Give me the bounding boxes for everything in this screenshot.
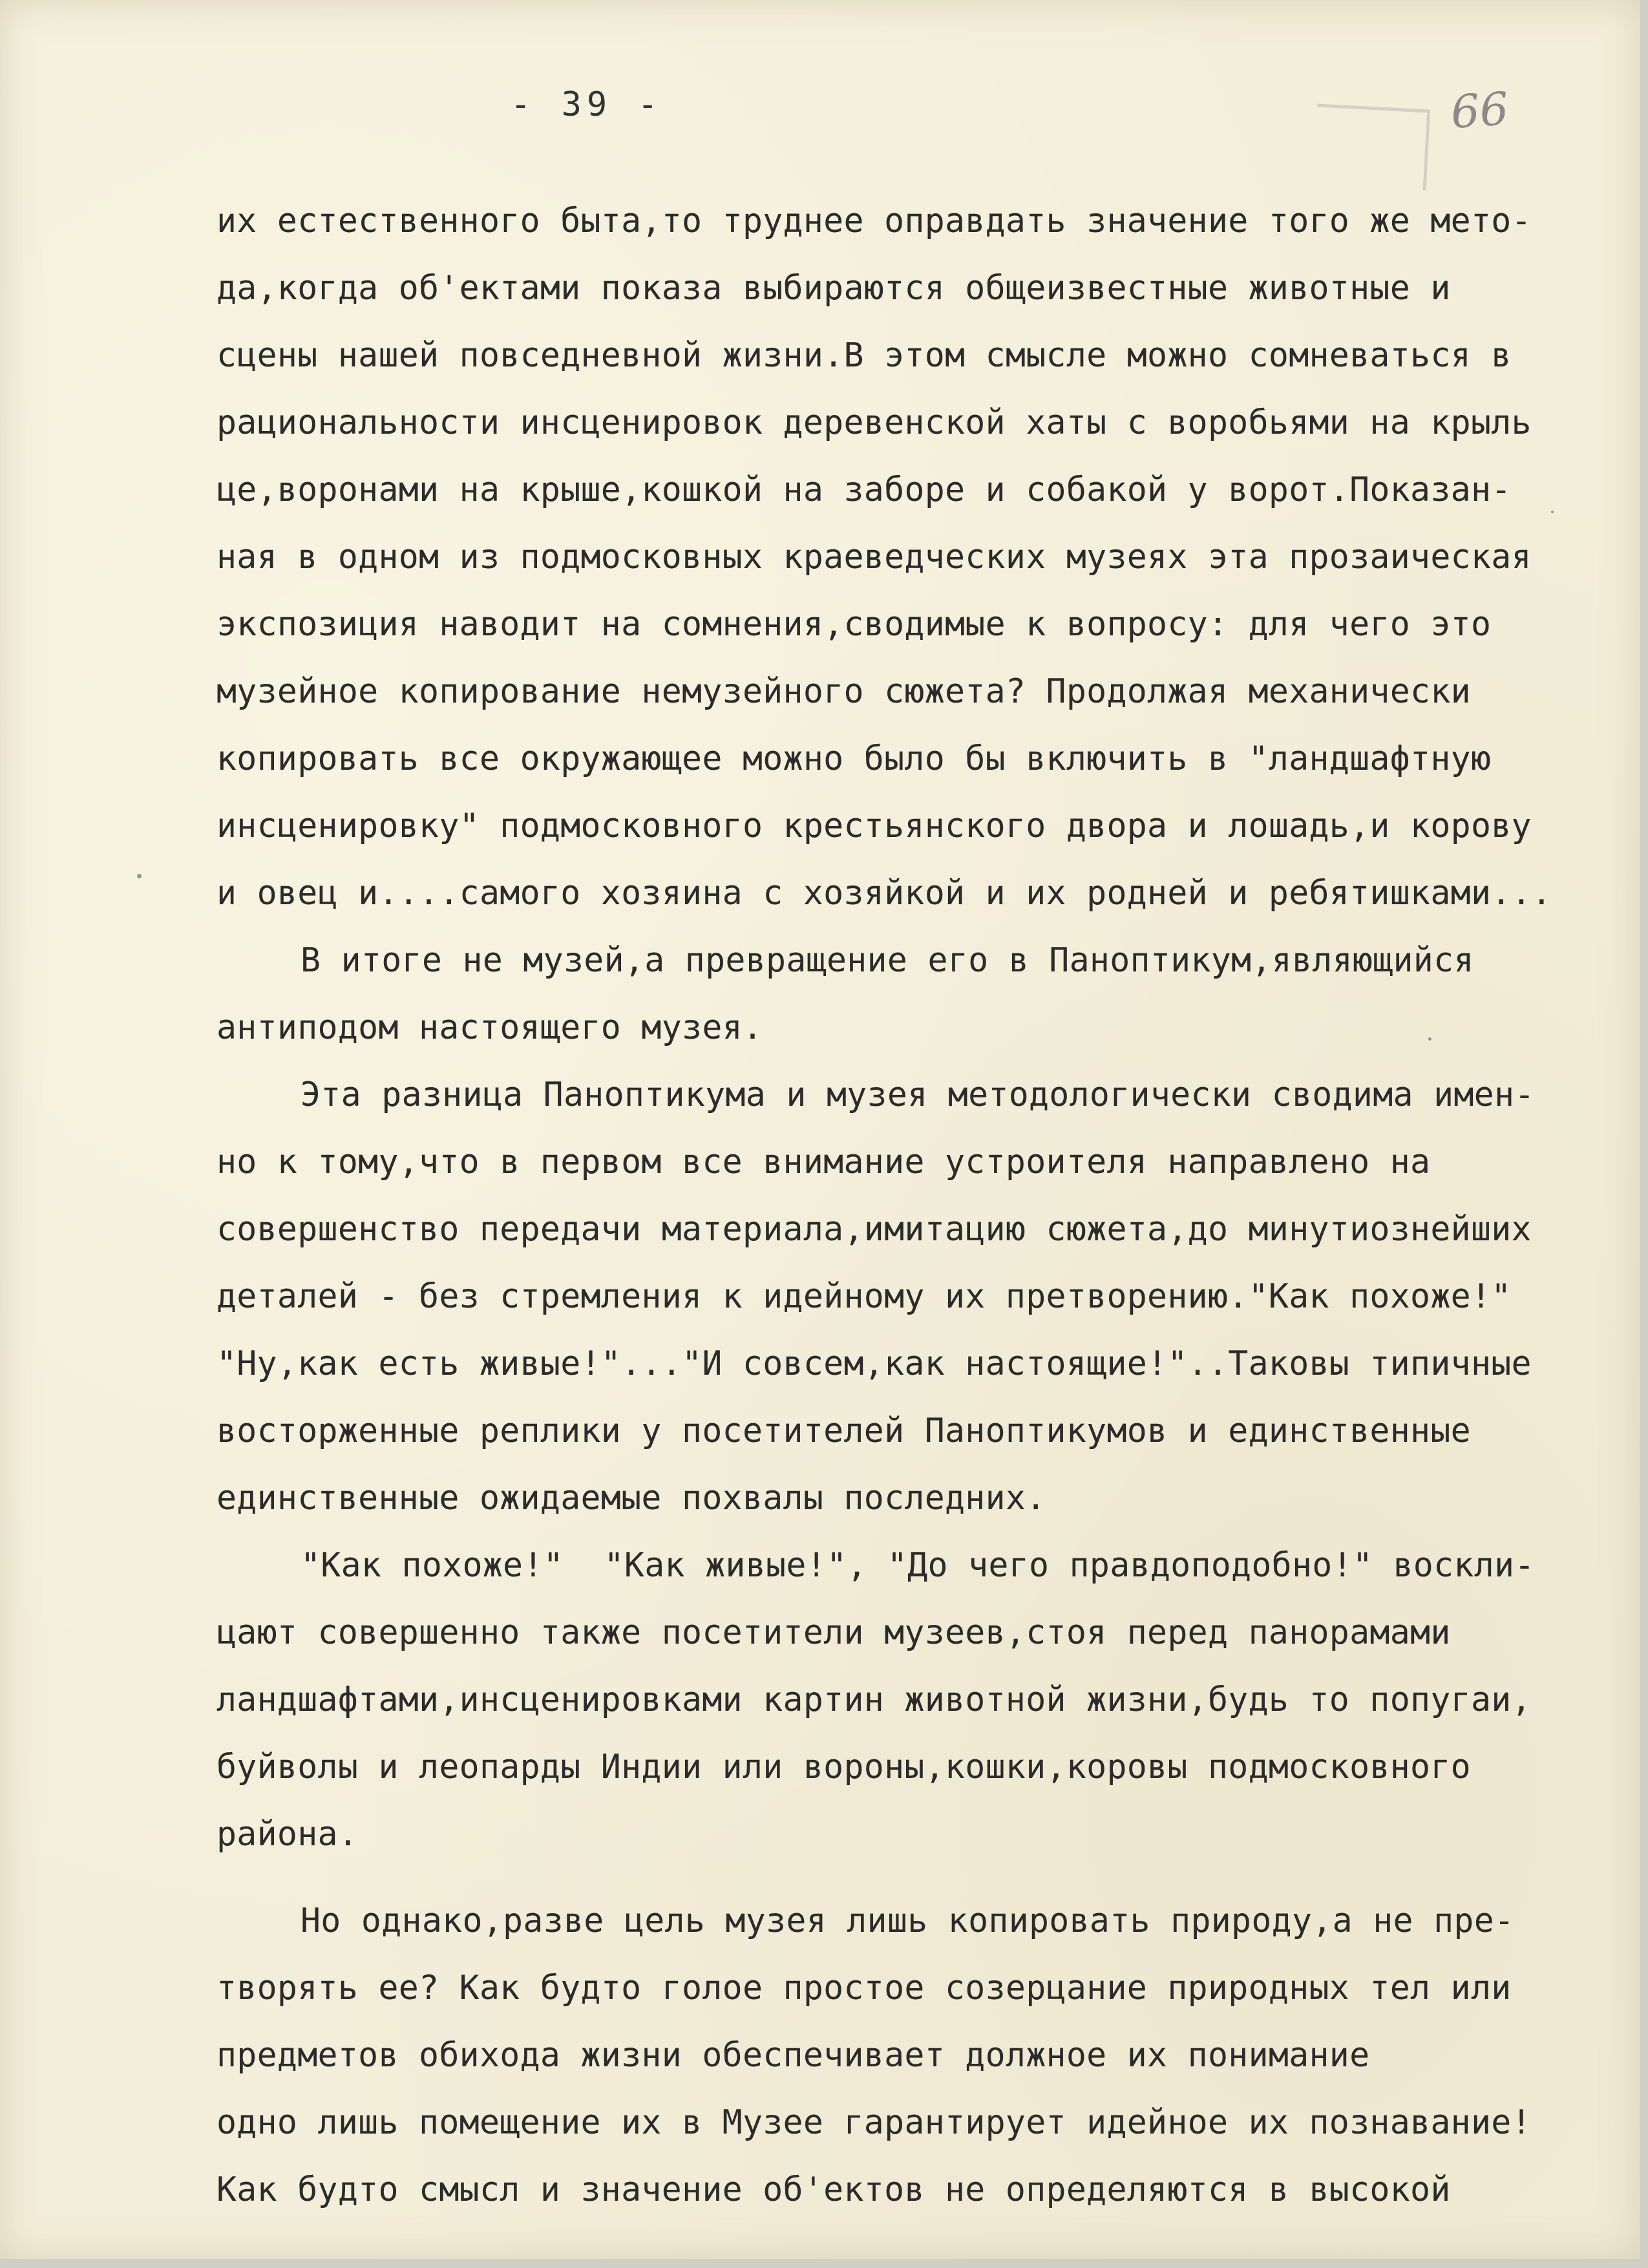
archive-folio-number: 66	[1449, 81, 1510, 140]
text-line: ная в одном из подмосковных краеведческих музеях эта прозаическая	[217, 538, 1532, 577]
text-line: буйволы и леопарды Индии или вороны,кошки,коровы подмосковного	[217, 1748, 1471, 1786]
ink-speck	[1428, 1037, 1431, 1041]
text-line: копировать все окружающее можно было бы включить в "ландшафтную	[217, 739, 1492, 778]
text-line: предметов обихода жизни обеспечивает должное их понимание	[217, 2036, 1370, 2075]
text-line: ландшафтами,инсценировками картин животной жизни,будь то попугаи,	[217, 1680, 1532, 1719]
text-line: В итоге не музей,а превращение его в Паноптикум,являющийся	[301, 941, 1474, 980]
text-line: музейное копирование немузейного сюжета? Продолжая механически	[217, 672, 1471, 711]
text-line: их естественного быта,то труднее оправдать значение того же мето-	[217, 202, 1532, 240]
text-line: "Как похоже!" "Как живые!", "До чего правдоподобно!" воскли-	[301, 1546, 1535, 1585]
text-line: но к тому,что в первом все внимание устроителя направлено на	[217, 1143, 1431, 1182]
text-line: цают совершенно также посетители музеев,стоя перед панорамами	[217, 1613, 1451, 1652]
text-line: творять ее? Как будто голое простое созерцание природных тел или	[217, 1969, 1512, 2008]
text-line: одно лишь помещение их в Музее гарантирует идейное их познавание!	[217, 2103, 1532, 2142]
archive-stamp	[1313, 104, 1430, 191]
text-line: совершенство передачи материала,имитацию сюжета,до минутиознейших	[217, 1210, 1532, 1249]
text-line: восторженные реплики у посетителей Паноптикумов и единственные	[217, 1412, 1471, 1450]
text-line: Эта разница Паноптикума и музея методологически сводима имен-	[301, 1076, 1535, 1114]
text-line: Как будто смысл и значение об'ектов не определяются в высокой	[217, 2170, 1451, 2209]
text-line: антиподом настоящего музея.	[217, 1008, 763, 1047]
text-line: рациональности инсценировок деревенской хаты с воробьями на крыль	[217, 403, 1532, 442]
text-line: Но однако,разве цель музея лишь копировать природу,а не пре-	[301, 1902, 1515, 1940]
text-line: инсценировку" подмосковного крестьянского двора и лошадь,и корову	[217, 807, 1532, 845]
ink-speck	[1551, 511, 1554, 513]
text-line: и овец и....самого хозяина с хозяйкой и их родней и ребятишками...	[217, 874, 1552, 913]
text-line: деталей - без стремления к идейному их претворению."Как похоже!"	[217, 1277, 1512, 1316]
text-line: единственные ожидаемые похвалы последних.	[217, 1479, 1046, 1518]
text-line: да,когда об'ектами показа выбираются общеизвестные животные и	[217, 269, 1451, 308]
text-line: экспозиция наводит на сомнения,сводимые к вопросу: для чего это	[217, 605, 1492, 644]
text-line: сцены нашей повседневной жизни.В этом смысле можно сомневаться в	[217, 336, 1512, 375]
text-line: це,воронами на крыше,кошкой на заборе и собакой у ворот.Показан-	[217, 471, 1512, 509]
typed-text-body	[217, 187, 1638, 2223]
page-number: - 39 -	[511, 85, 663, 124]
text-line: района.	[217, 1815, 359, 1854]
ink-speck	[137, 874, 142, 878]
text-line: "Ну,как есть живые!"..."И совсем,как настоящие!"..Таковы типичные	[217, 1344, 1532, 1383]
